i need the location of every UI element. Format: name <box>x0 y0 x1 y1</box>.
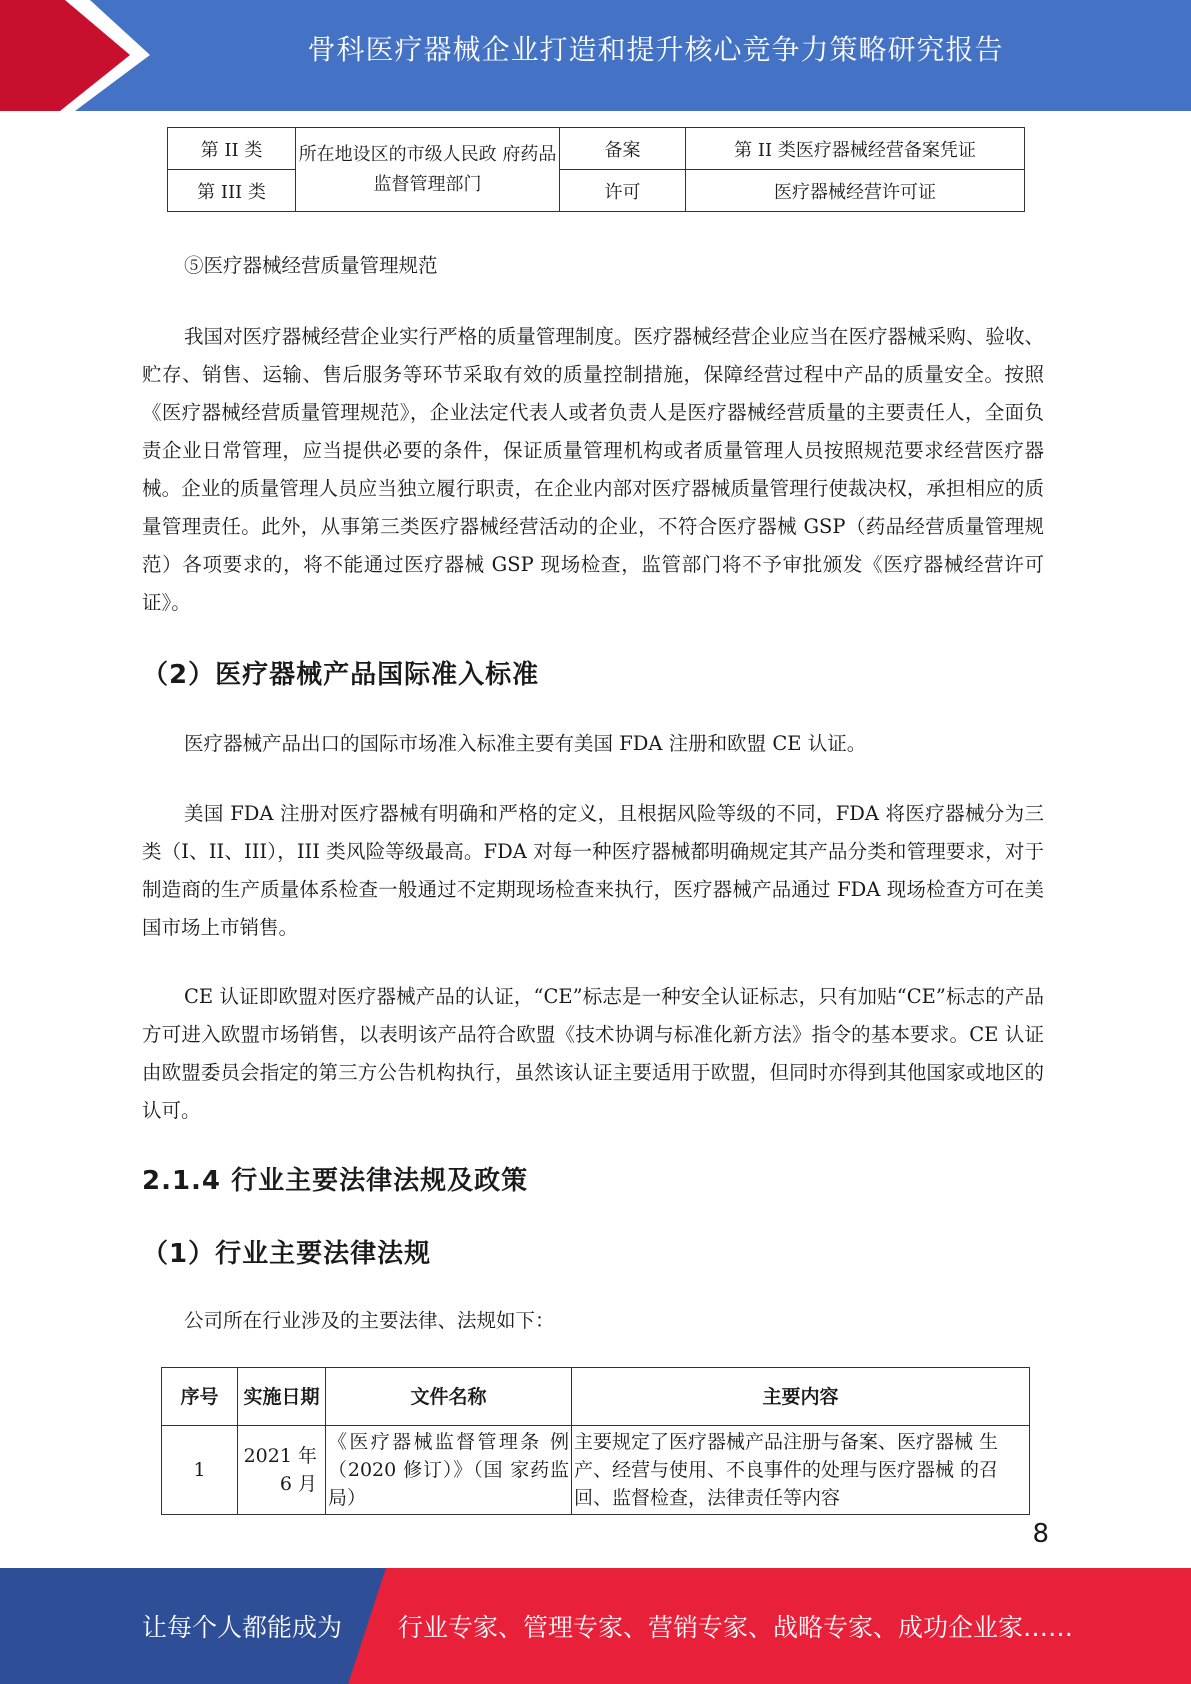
table-row <box>168 128 1025 170</box>
page-footer <box>0 1568 1191 1684</box>
category-cell: 第 II 类 <box>168 128 296 170</box>
table-row <box>162 1426 1030 1515</box>
department-cell: 所在地设区的市级人民政 府药品监督管理部门 <box>296 128 560 212</box>
section-subtitle: ⑤医疗器械经营质量管理规范 <box>184 254 438 277</box>
column-header: 文件名称 <box>326 1368 572 1426</box>
paragraph: 美国 FDA 注册对医疗器械有明确和严格的定义，且根据风险等级的不同，FDA 将医疗器械分为三类（I、II、III），III 类风险等级最高。FDA 对每一种医疗器械都明确规定其产品分类和管理要求，对于制造商的生产质量体系检查一般通过不定期现场检查来执行，医疗器械产品通过 FDA 现场检查方可在美国市场上市销售。 <box>142 802 1044 939</box>
page-header <box>0 0 1191 111</box>
document-cell: 医疗器械经营许可证 <box>686 170 1025 212</box>
page-number: 8 <box>1032 1519 1049 1549</box>
action-cell: 备案 <box>560 128 686 170</box>
column-header: 实施日期 <box>238 1368 326 1426</box>
section-heading: （2）医疗器械产品国际准入标准 <box>142 660 540 690</box>
document-name-cell: 《医疗器械监督管理条 例（2020 修订）》（国 家药监局） <box>326 1426 572 1515</box>
laws-table <box>161 1367 1030 1515</box>
column-header: 序号 <box>162 1368 238 1426</box>
document-cell: 第 II 类医疗器械经营备案凭证 <box>686 128 1025 170</box>
number-cell: 1 <box>162 1426 238 1515</box>
date-cell: 2021 年 6 月 <box>238 1426 326 1515</box>
column-header: 主要内容 <box>572 1368 1030 1426</box>
paragraph: 我国对医疗器械经营企业实行严格的质量管理制度。医疗器械经营企业应当在医疗器械采购、验收、贮存、销售、运输、售后服务等环节采取有效的质量控制措施，保障经营过程中产品的质量安全。按照《医疗器械经营质量管理规范》，企业法定代表人或者负责人是医疗器械经营质量的主要责任人，全面负责企业日常管理，应当提供必要的条件，保证质量管理机构或者质量管理人员按照规范要求经营医疗器械。企业的质量管理人员应当独立履行职责，在企业内部对医疗器械质量管理行使裁决权，承担相应的质量管理责任。此外，从事第三类医疗器械经营活动的企业，不符合医疗器械 GSP（药品经营质量管理规范）各项要求的，将不能通过医疗器械 GSP 现场检查，监管部门将不予审批颁发《医疗器械经营许可证》。 <box>142 325 1044 614</box>
section-heading: （1）行业主要法律法规 <box>142 1239 432 1269</box>
paragraph: CE 认证即欧盟对医疗器械产品的认证，“CE”标志是一种安全认证标志，只有加贴“CE”标志的产品方可进入欧盟市场销售，以表明该产品符合欧盟《技术协调与标准化新方法》指令的基本要求。CE 认证由欧盟委员会指定的第三方公告机构执行，虽然该认证主要适用于欧盟，但同时亦得到其他国家或地区的认可。 <box>142 985 1044 1122</box>
paragraph: 公司所在行业涉及的主要法律、法规如下： <box>184 1309 555 1332</box>
report-title: 骨科医疗器械企业打造和提升核心竞争力策略研究报告 <box>307 33 1004 66</box>
license-table <box>167 127 1025 212</box>
category-cell: 第 III 类 <box>168 170 296 212</box>
section-heading: 2.1.4 行业主要法律法规及政策 <box>142 1166 529 1196</box>
paragraph: 医疗器械产品出口的国际市场准入标准主要有美国 FDA 注册和欧盟 CE 认证。 <box>184 732 867 755</box>
table-header-row <box>162 1368 1030 1426</box>
footer-slogan-left: 让每个人都能成为 <box>142 1613 343 1642</box>
header-arrow-decoration <box>0 0 160 111</box>
footer-slogan-right: 行业专家、管理专家、营销专家、战略专家、成功企业家…… <box>398 1613 1074 1642</box>
content-cell: 主要规定了医疗器械产品注册与备案、医疗器械 生产、经营与使用、不良事件的处理与医疗器械 的召回、监督检查，法律责任等内容 <box>572 1426 1030 1515</box>
action-cell: 许可 <box>560 170 686 212</box>
